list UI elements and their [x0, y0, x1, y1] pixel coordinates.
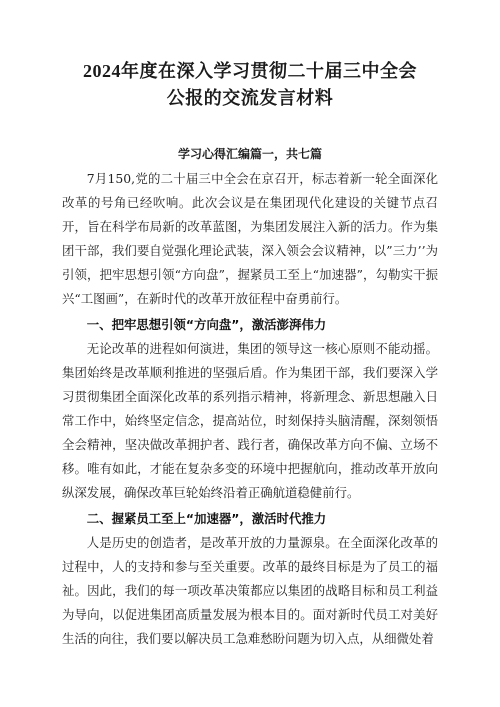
section-heading-1: 一、把牢思想引领“方向盘”，激活澎湃伟力 [86, 317, 327, 332]
document-title [62, 58, 438, 112]
document-title-line-1: 2024年度在深入学习贯彻二十届三中全会 [83, 61, 417, 81]
intro-paragraph: 7月150,党的二十届三中全会在京召开，标志着新一轮全面深化改革的号角已经吹响。此次会议是在集团现代化建设的关键节点召开，旨在科学布局新的改革蓝图，为集团发展注入新的活力。作为集团干部，我们要自觉强化理论武装，深入领会会议精神，以”三力’’为引领，把牢思想引领“方向盘”，握紧员工至上“加速器”，勾勒实干振兴“工图画”，在新时代的改革开放征程中奋勇前行。 [62, 171, 438, 306]
section-heading-2: 二、握紧员工至上“加速器”，激活时代推力 [86, 511, 327, 526]
section-1-paragraph: 无论改革的进程如何演进，集团的领导这一核心原则不能动摇。集团始终是改革顺利推进的坚强后盾。作为集团干部，我们要深入学习贯彻集团全面深化改革的系列指示精神，将新理念、新思想融入日常工作中，始终坚定信念，提高站位，时刻保持头脑清醒，深刻领悟全会精神，坚决做改革拥护者、践行者，确保改革方向不偏、立场不移。唯有如此，才能在复杂多变的环境中把握航向，推动改革开放向纵深发展，确保改革巨轮始终沿着正确航道稳健前行。 [62, 341, 438, 500]
document-title-line-2: 公报的交流发言材料 [166, 88, 334, 108]
section-2-paragraph: 人是历史的创造者，是改革开放的力量源泉。在全面深化改革的过程中，人的支持和参与至关重要。改革的最终目标是为了员工的福祉。因此，我们的每一项改革决策都应以集团的战略目标和员工利益为导向，以促进集团高质量发展为根本目的。面对新时代员工对美好生活的向往，我们要以解决员工急难愁盼问题为切入点，从细微处着 [62, 535, 438, 646]
document-subtitle: 学习心得汇编篇一，共七篇 [177, 147, 322, 161]
